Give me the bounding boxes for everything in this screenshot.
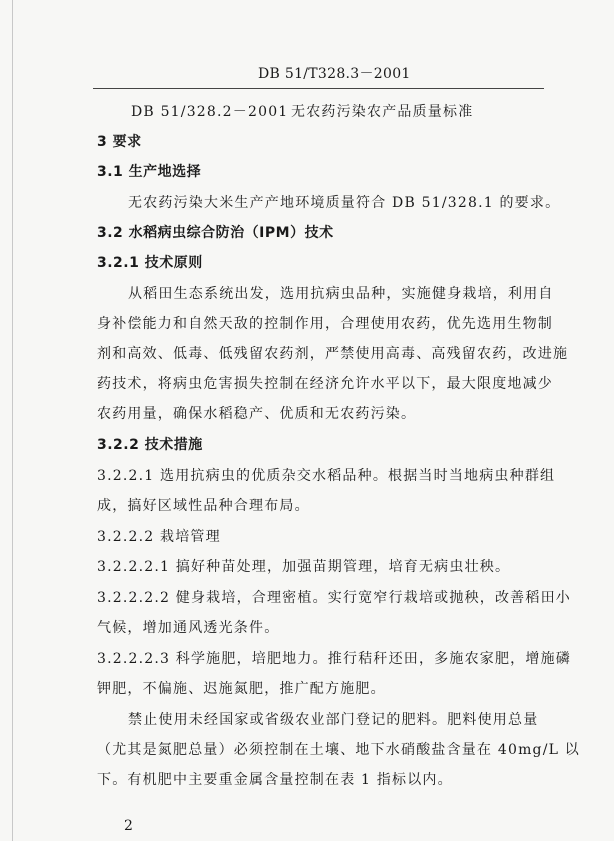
reference-code: DB 51/328.2－2001 [131, 104, 289, 120]
section-3-1-heading: 3.1 生产地选择 [97, 164, 202, 180]
section-3-2-2-heading: 3.2.2 技术措施 [97, 437, 203, 453]
measure-item-2-2: 气候，增加通风透光条件。 [97, 620, 280, 636]
page-number: 2 [124, 818, 133, 834]
measure-item-1: 成，搞好区域性品种合理布局。 [97, 498, 310, 514]
section-3-2-1-heading: 3.2.1 技术原则 [97, 255, 203, 271]
measure-item-2-3: 3.2.2.2.3 科学施肥，培肥地力。推行秸秆还田，多施农家肥，增施磷 [97, 651, 571, 667]
principle-line: 从稻田生态系统出发，选用抗病虫品种，实施健身栽培，利用自 [128, 286, 554, 302]
measure-item-1: 3.2.2.1 选用抗病虫的优质杂交水稻品种。根据当时当地病虫种群组 [97, 468, 556, 484]
principle-line: 农药用量，确保水稻稳产、优质和无农药污染。 [97, 406, 417, 422]
section-3-1-body: 无农药污染大米生产产地环境质量符合 DB 51/328.1 的要求。 [128, 195, 561, 211]
header-rule [93, 88, 544, 89]
fertilizer-paragraph-line: 下。有机肥中主要重金属含量控制在表 1 指标以内。 [97, 772, 453, 788]
section-3-2-heading: 3.2 水稻病虫综合防治（IPM）技术 [97, 225, 334, 241]
standard-code-header: DB 51/T328.3－2001 [258, 66, 411, 82]
principle-line: 身补偿能力和自然天敌的控制作用，合理使用农药，优先选用生物制 [97, 316, 553, 332]
measure-item-2-heading: 3.2.2.2 栽培管理 [97, 529, 221, 545]
fertilizer-paragraph-line: 禁止使用未经国家或省级农业部门登记的肥料。肥料使用总量 [128, 712, 539, 728]
section-3-heading: 3 要求 [97, 134, 142, 150]
fertilizer-paragraph-line: （尤其是氮肥总量）必须控制在土壤、地下水硝酸盐含量在 40mg/L 以 [97, 742, 580, 758]
measure-item-2-1: 3.2.2.2.1 搞好种苗处理，加强苗期管理，培育无病虫壮秧。 [97, 559, 511, 575]
measure-item-2-3: 钾肥，不偏施、迟施氮肥，推广配方施肥。 [97, 681, 386, 697]
measure-item-2-2: 3.2.2.2.2 健身栽培，合理密植。实行宽窄行栽培或抛秧，改善稻田小 [97, 590, 571, 606]
reference-title: 无农药污染农产品质量标准 [291, 104, 474, 120]
scan-edge-line [12, 0, 13, 841]
principle-line: 药技术，将病虫危害损失控制在经济允许水平以下，最大限度地减少 [97, 376, 553, 392]
principle-line: 剂和高效、低毒、低残留农药剂，严禁使用高毒、高残留农药，改进施 [97, 346, 569, 362]
